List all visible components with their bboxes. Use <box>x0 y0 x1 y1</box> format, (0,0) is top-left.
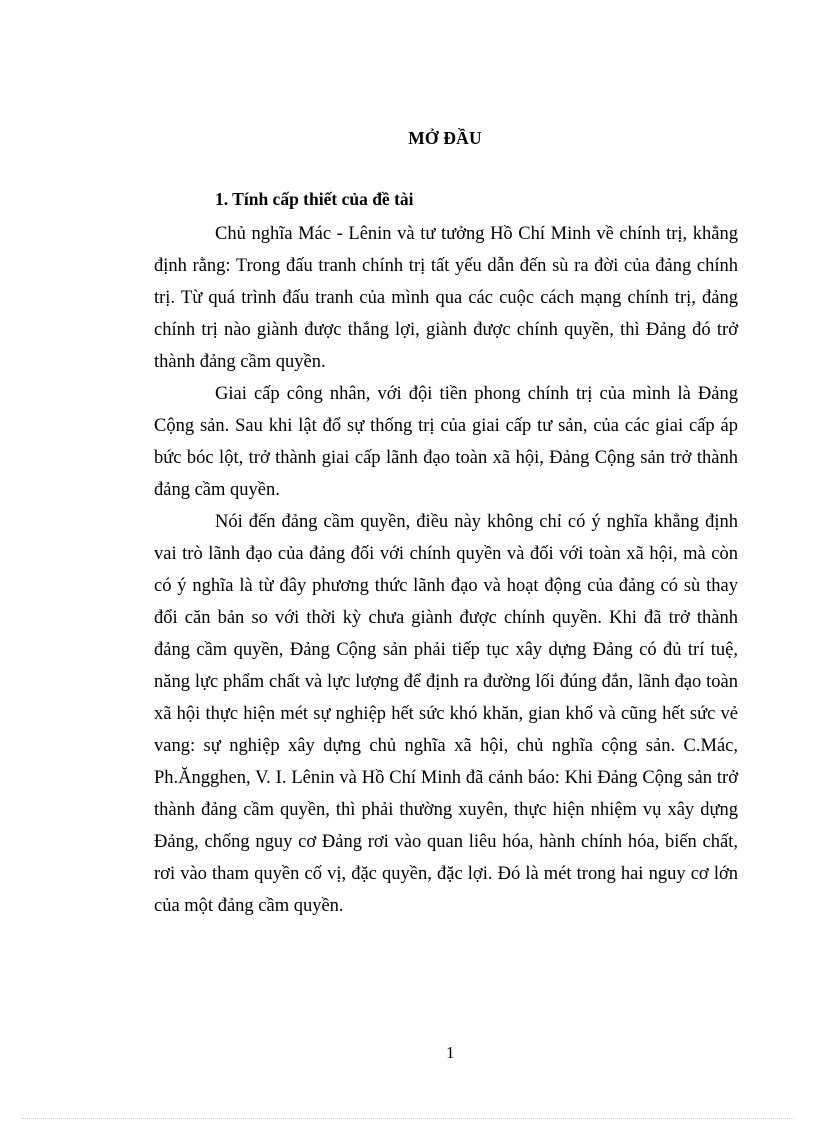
body-text <box>154 218 738 922</box>
page-number: 1 <box>446 1043 455 1062</box>
paragraph-2: Giai cấp công nhân, với đội tiền phong chính trị của mình là Đảng Cộng sản. Sau khi lật đổ sự thống trị của giai cấp tư sản, của các giai cấp áp bức bóc lột, trở thành giai cấp lãnh đạo toàn xã hội, Đảng Cộng sản trở thành đảng cầm quyền. <box>154 384 738 500</box>
document-title: MỞ ĐẦU <box>408 128 482 148</box>
paragraph-3: Nói đến đảng cầm quyền, điều này không chỉ có ý nghĩa khẳng định vai trò lãnh đạo của đảng đối với chính quyền và đối với toàn xã hội, mà còn có ý nghĩa là từ đây phương thức lãnh đạo và hoạt động của đảng có sù thay đổi căn bản so với thời kỳ chưa giành được chính quyền. Khi đã trở thành đảng cầm quyền, Đảng Cộng sản phải tiếp tục xây dựng Đảng có đủ trí tuệ, năng lực phẩm chất và lực lượng để định ra đường lối đúng đắn, lãnh đạo toàn xã hội thực hiện mét sự nghiệp hết sức khó khăn, gian khổ và cũng hết sức vẻ vang: sự nghiệp xây dựng chủ nghĩa xã hội, chủ nghĩa cộng sản. C.Mác, Ph.Ăngghen, V. I. Lênin và Hồ Chí Minh đã cảnh báo: Khi Đảng Cộng sản trở thành đảng cầm quyền, thì phải thường xuyên, thực hiện nhiệm vụ xây dựng Đảng, chống nguy cơ Đảng rơi vào quan liêu hóa, hành chính hóa, biến chất, rơi vào tham quyền cố vị, đặc quyền, đặc lợi. Đó là mét trong hai nguy cơ lớn của một đảng cầm quyền. <box>154 512 738 916</box>
paragraph-1: Chủ nghĩa Mác - Lênin và tư tưởng Hồ Chí Minh về chính trị, khẳng định rằng: Trong đấu tranh chính trị tất yếu dẫn đến sù ra đời của đảng chính trị. Từ quá trình đấu tranh của mình qua các cuộc cách mạng chính trị, đảng chính trị nào giành được thắng lợi, giành được chính quyền, thì Đảng đó trở thành đảng cầm quyền. <box>154 224 738 372</box>
page-divider <box>22 1118 794 1119</box>
section-heading: 1. Tính cấp thiết của đề tài <box>215 189 414 209</box>
